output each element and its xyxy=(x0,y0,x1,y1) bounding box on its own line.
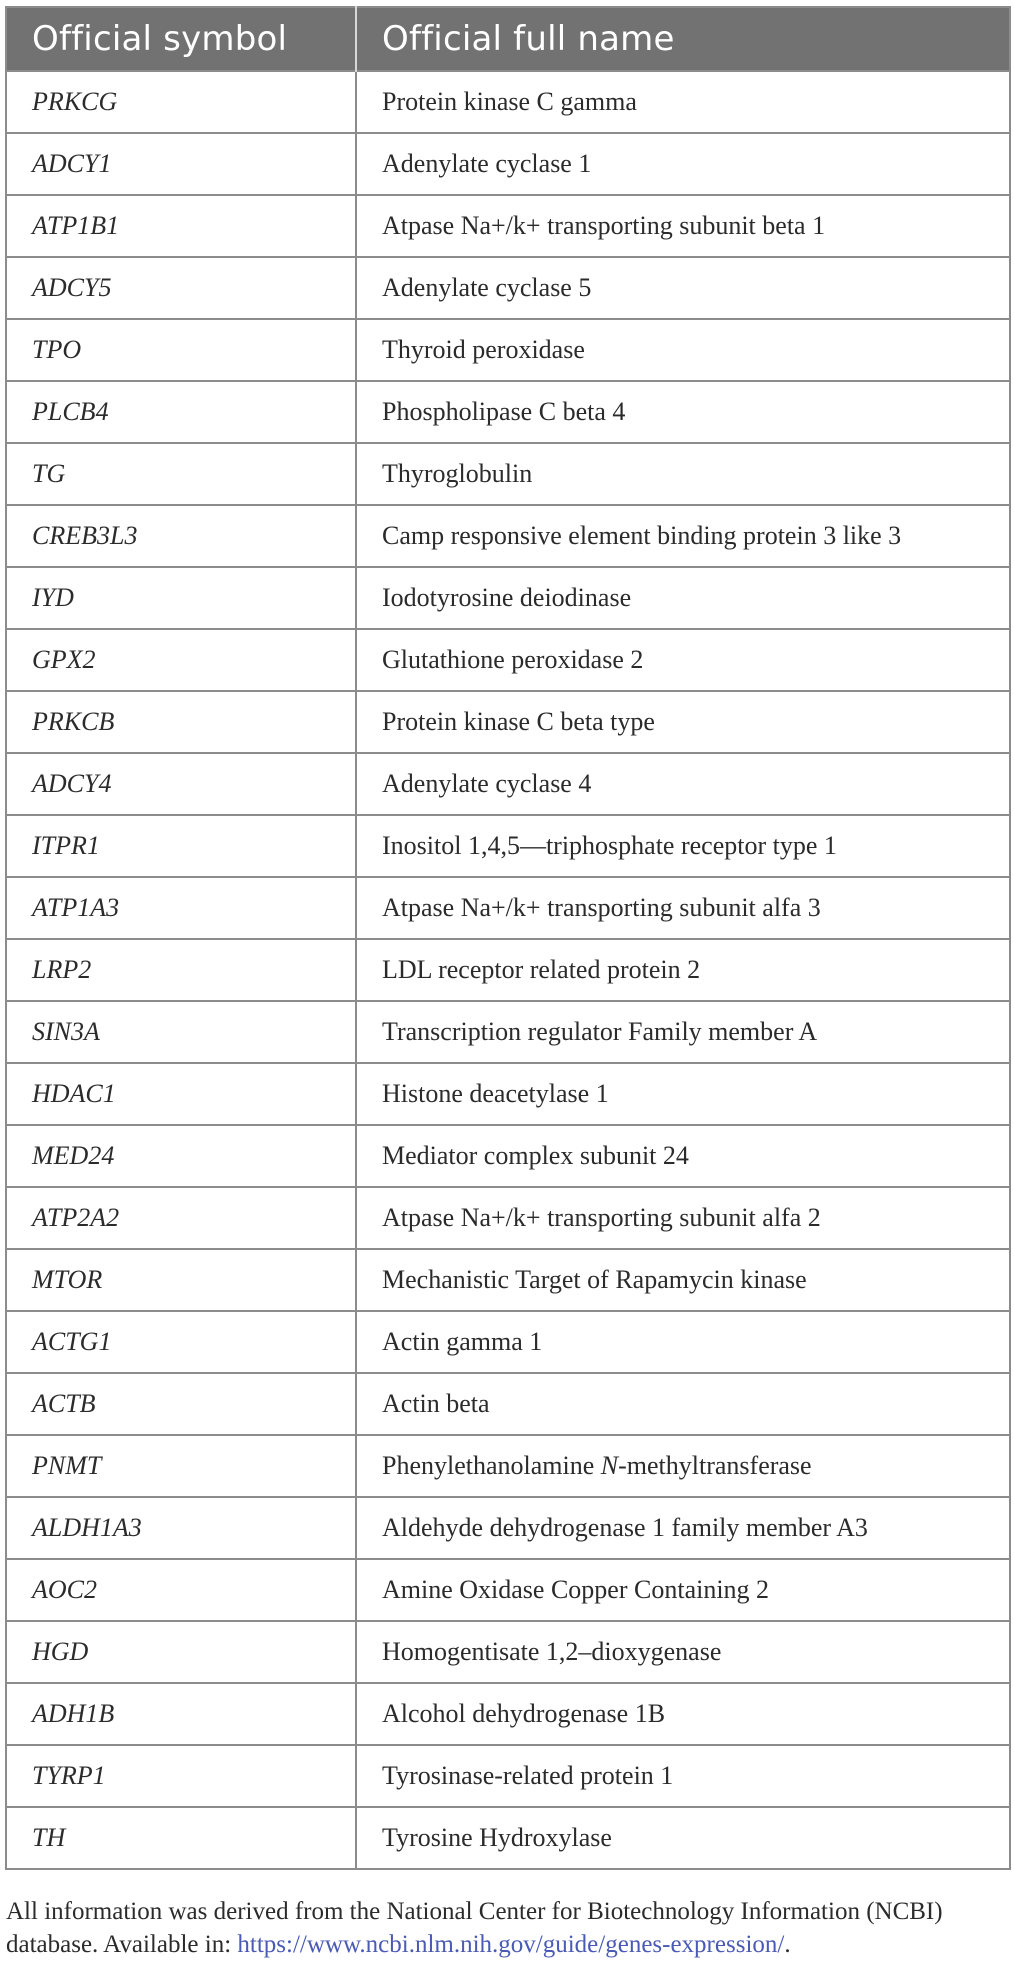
table-row xyxy=(6,505,1010,567)
gene-symbol-cell: HDAC1 xyxy=(6,1063,356,1125)
gene-symbol-cell: ACTG1 xyxy=(6,1311,356,1373)
column-header-symbol: Official symbol xyxy=(6,7,356,71)
table-row xyxy=(6,1001,1010,1063)
gene-symbol-cell: PNMT xyxy=(6,1435,356,1497)
table-row xyxy=(6,1745,1010,1807)
table-row xyxy=(6,815,1010,877)
table-header-row xyxy=(6,7,1010,71)
table-row xyxy=(6,1559,1010,1621)
table-row xyxy=(6,1621,1010,1683)
gene-symbol-cell: ITPR1 xyxy=(6,815,356,877)
gene-full-name-cell: Phospholipase C beta 4 xyxy=(356,381,1010,443)
gene-symbol-cell: TH xyxy=(6,1807,356,1869)
table-row xyxy=(6,1063,1010,1125)
table-row xyxy=(6,443,1010,505)
table-row xyxy=(6,1373,1010,1435)
table-row xyxy=(6,71,1010,133)
gene-full-name-cell: Atpase Na+/k+ transporting subunit alfa 3 xyxy=(356,877,1010,939)
table-row xyxy=(6,939,1010,1001)
table-row xyxy=(6,1249,1010,1311)
footnote-text: All information was derived from the National Center for Biotechnology Information (NCBI) database. Available in: xyxy=(6,1898,943,1958)
gene-symbol-cell: PRKCG xyxy=(6,71,356,133)
gene-full-name-cell: Adenylate cyclase 5 xyxy=(356,257,1010,319)
table-row xyxy=(6,1435,1010,1497)
gene-symbol-cell: LRP2 xyxy=(6,939,356,1001)
gene-full-name-cell: Homogentisate 1,2–dioxygenase xyxy=(356,1621,1010,1683)
gene-full-name-cell: Camp responsive element binding protein 3 like 3 xyxy=(356,505,1010,567)
gene-full-name-cell: Protein kinase C gamma xyxy=(356,71,1010,133)
table-row xyxy=(6,1497,1010,1559)
table-row xyxy=(6,133,1010,195)
gene-full-name-cell: Atpase Na+/k+ transporting subunit beta 1 xyxy=(356,195,1010,257)
gene-symbol-cell: IYD xyxy=(6,567,356,629)
gene-full-name-cell: Amine Oxidase Copper Containing 2 xyxy=(356,1559,1010,1621)
table-row xyxy=(6,691,1010,753)
gene-full-name-cell: Inositol 1,4,5—triphosphate receptor type 1 xyxy=(356,815,1010,877)
column-header-full-name: Official full name xyxy=(356,7,1010,71)
table-row xyxy=(6,257,1010,319)
gene-full-name-cell: Mechanistic Target of Rapamycin kinase xyxy=(356,1249,1010,1311)
gene-full-name-cell: Thyroglobulin xyxy=(356,443,1010,505)
gene-symbol-cell: ATP1B1 xyxy=(6,195,356,257)
gene-symbol-cell: PRKCB xyxy=(6,691,356,753)
gene-symbol-cell: MED24 xyxy=(6,1125,356,1187)
table-footnote xyxy=(6,1895,1010,1961)
gene-full-name-cell: Actin beta xyxy=(356,1373,1010,1435)
footnote-suffix: . xyxy=(784,1931,791,1958)
gene-full-name-cell: LDL receptor related protein 2 xyxy=(356,939,1010,1001)
gene-full-name-cell: Aldehyde dehydrogenase 1 family member A3 xyxy=(356,1497,1010,1559)
ncbi-link[interactable]: https://www.ncbi.nlm.nih.gov/guide/genes-expression/ xyxy=(237,1931,785,1958)
gene-symbol-cell: SIN3A xyxy=(6,1001,356,1063)
table-row xyxy=(6,1311,1010,1373)
gene-full-name-cell: Transcription regulator Family member A xyxy=(356,1001,1010,1063)
table-row xyxy=(6,1807,1010,1869)
gene-symbol-cell: ATP1A3 xyxy=(6,877,356,939)
gene-symbol-cell: PLCB4 xyxy=(6,381,356,443)
gene-full-name-cell: Actin gamma 1 xyxy=(356,1311,1010,1373)
gene-full-name-cell: Iodotyrosine deiodinase xyxy=(356,567,1010,629)
table-row xyxy=(6,319,1010,381)
table-row xyxy=(6,629,1010,691)
table-row xyxy=(6,877,1010,939)
gene-symbol-cell: ADCY1 xyxy=(6,133,356,195)
gene-symbol-cell: ALDH1A3 xyxy=(6,1497,356,1559)
gene-full-name-cell: Adenylate cyclase 1 xyxy=(356,133,1010,195)
gene-symbol-cell: GPX2 xyxy=(6,629,356,691)
gene-symbol-cell: ACTB xyxy=(6,1373,356,1435)
gene-full-name-cell: Atpase Na+/k+ transporting subunit alfa 2 xyxy=(356,1187,1010,1249)
gene-symbol-cell: ADCY5 xyxy=(6,257,356,319)
gene-full-name-cell: Alcohol dehydrogenase 1B xyxy=(356,1683,1010,1745)
gene-full-name-cell: Adenylate cyclase 4 xyxy=(356,753,1010,815)
gene-symbol-cell: MTOR xyxy=(6,1249,356,1311)
gene-full-name-cell: Tyrosinase-related protein 1 xyxy=(356,1745,1010,1807)
table-row xyxy=(6,567,1010,629)
gene-full-name-cell: Protein kinase C beta type xyxy=(356,691,1010,753)
table-row xyxy=(6,753,1010,815)
gene-symbol-cell: ATP2A2 xyxy=(6,1187,356,1249)
gene-symbol-cell: TG xyxy=(6,443,356,505)
gene-symbol-cell: AOC2 xyxy=(6,1559,356,1621)
table-row xyxy=(6,1187,1010,1249)
table-row xyxy=(6,1683,1010,1745)
gene-full-name-cell: Mediator complex subunit 24 xyxy=(356,1125,1010,1187)
gene-symbol-cell: CREB3L3 xyxy=(6,505,356,567)
gene-full-name-cell: Phenylethanolamine N-methyltransferase xyxy=(356,1435,1010,1497)
gene-full-name-cell: Glutathione peroxidase 2 xyxy=(356,629,1010,691)
gene-full-name-cell: Thyroid peroxidase xyxy=(356,319,1010,381)
table-row xyxy=(6,195,1010,257)
gene-table xyxy=(5,6,1011,1870)
gene-full-name-cell: Tyrosine Hydroxylase xyxy=(356,1807,1010,1869)
gene-symbol-cell: TYRP1 xyxy=(6,1745,356,1807)
table-body xyxy=(6,71,1010,1869)
gene-symbol-cell: HGD xyxy=(6,1621,356,1683)
gene-symbol-cell: TPO xyxy=(6,319,356,381)
gene-full-name-cell: Histone deacetylase 1 xyxy=(356,1063,1010,1125)
gene-symbol-cell: ADH1B xyxy=(6,1683,356,1745)
table-row xyxy=(6,381,1010,443)
table-row xyxy=(6,1125,1010,1187)
gene-symbol-cell: ADCY4 xyxy=(6,753,356,815)
